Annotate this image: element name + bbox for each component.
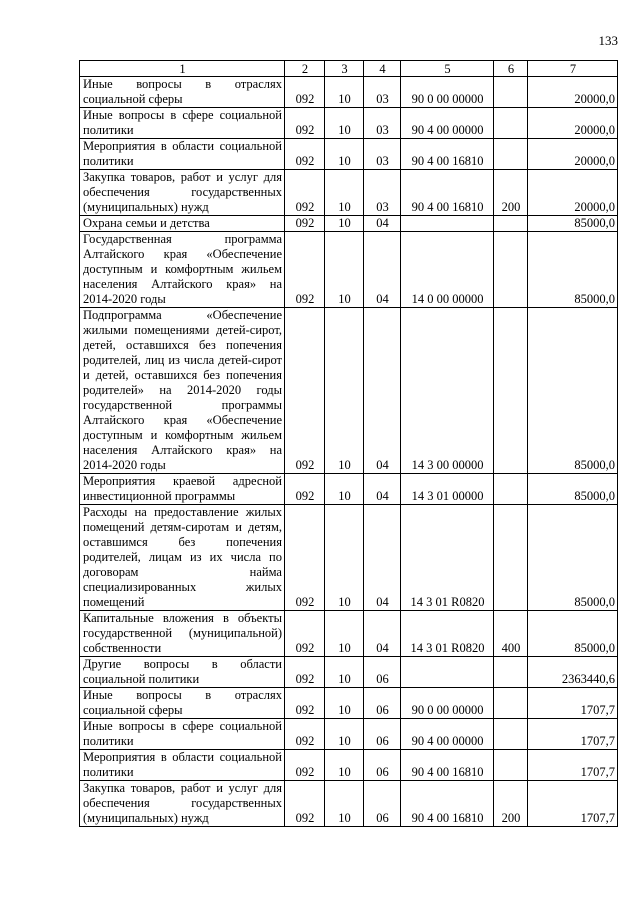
table-row [80, 139, 618, 170]
row-subsection: 06 [364, 781, 401, 827]
table-row [80, 170, 618, 216]
row-admin: 092 [285, 750, 325, 781]
row-target [401, 216, 494, 232]
col-header-admin: 2 [285, 61, 325, 77]
row-exp-type [494, 108, 528, 139]
row-admin: 092 [285, 688, 325, 719]
row-name: Иные вопросы в сфере социальной политики [80, 719, 285, 750]
row-name: Закупка товаров, работ и услуг для обеспечения государственных (муниципальных) нужд [80, 170, 285, 216]
row-admin: 092 [285, 308, 325, 474]
col-header-target: 5 [401, 61, 494, 77]
row-target: 14 3 00 00000 [401, 308, 494, 474]
row-subsection: 03 [364, 77, 401, 108]
row-amount: 20000,0 [528, 77, 618, 108]
row-section: 10 [325, 139, 364, 170]
row-target: 14 3 01 R0820 [401, 505, 494, 611]
row-admin: 092 [285, 170, 325, 216]
row-amount: 85000,0 [528, 216, 618, 232]
row-amount: 85000,0 [528, 611, 618, 657]
table-row [80, 781, 618, 827]
row-section: 10 [325, 611, 364, 657]
row-section: 10 [325, 781, 364, 827]
row-subsection: 06 [364, 750, 401, 781]
row-amount: 20000,0 [528, 170, 618, 216]
row-exp-type [494, 505, 528, 611]
table-row [80, 232, 618, 308]
table-row [80, 611, 618, 657]
row-subsection: 04 [364, 216, 401, 232]
row-target [401, 657, 494, 688]
row-amount: 85000,0 [528, 474, 618, 505]
row-target: 14 3 01 00000 [401, 474, 494, 505]
row-name: Мероприятия краевой адресной инвестиционной программы [80, 474, 285, 505]
row-exp-type: 400 [494, 611, 528, 657]
row-exp-type [494, 216, 528, 232]
table-row [80, 108, 618, 139]
row-section: 10 [325, 719, 364, 750]
row-exp-type [494, 308, 528, 474]
row-name: Иные вопросы в отраслях социальной сферы [80, 77, 285, 108]
row-subsection: 03 [364, 170, 401, 216]
row-admin: 092 [285, 719, 325, 750]
row-amount: 1707,7 [528, 781, 618, 827]
table-row [80, 719, 618, 750]
row-exp-type [494, 750, 528, 781]
row-amount: 1707,7 [528, 750, 618, 781]
row-target: 90 4 00 00000 [401, 108, 494, 139]
row-section: 10 [325, 308, 364, 474]
row-name: Мероприятия в области социальной политики [80, 139, 285, 170]
row-admin: 092 [285, 505, 325, 611]
row-subsection: 04 [364, 505, 401, 611]
row-name: Государственная программа Алтайского края «Обеспечение доступным и комфортным жильем населения Алтайского края» на 2014-2020 годы [80, 232, 285, 308]
row-exp-type: 200 [494, 170, 528, 216]
row-section: 10 [325, 688, 364, 719]
row-amount: 85000,0 [528, 232, 618, 308]
table-row [80, 750, 618, 781]
row-subsection: 04 [364, 474, 401, 505]
page-number: 133 [598, 33, 618, 48]
row-section: 10 [325, 657, 364, 688]
table-row [80, 474, 618, 505]
row-subsection: 06 [364, 688, 401, 719]
row-target: 14 0 00 00000 [401, 232, 494, 308]
row-name: Иные вопросы в сфере социальной политики [80, 108, 285, 139]
row-name: Другие вопросы в области социальной политики [80, 657, 285, 688]
row-target: 90 0 00 00000 [401, 77, 494, 108]
table-row [80, 77, 618, 108]
row-subsection: 06 [364, 719, 401, 750]
row-subsection: 06 [364, 657, 401, 688]
row-target: 90 4 00 16810 [401, 170, 494, 216]
header-row [80, 61, 618, 77]
row-subsection: 03 [364, 108, 401, 139]
row-admin: 092 [285, 216, 325, 232]
row-exp-type [494, 688, 528, 719]
table-row [80, 505, 618, 611]
row-subsection: 04 [364, 308, 401, 474]
row-exp-type [494, 474, 528, 505]
row-amount: 1707,7 [528, 688, 618, 719]
col-header-section: 3 [325, 61, 364, 77]
row-section: 10 [325, 232, 364, 308]
row-subsection: 04 [364, 611, 401, 657]
row-amount: 1707,7 [528, 719, 618, 750]
col-header-name: 1 [80, 61, 285, 77]
row-exp-type [494, 232, 528, 308]
row-amount: 85000,0 [528, 308, 618, 474]
row-admin: 092 [285, 611, 325, 657]
row-admin: 092 [285, 108, 325, 139]
row-target: 14 3 01 R0820 [401, 611, 494, 657]
row-name: Мероприятия в области социальной политики [80, 750, 285, 781]
row-exp-type [494, 657, 528, 688]
row-exp-type: 200 [494, 781, 528, 827]
row-target: 90 4 00 00000 [401, 719, 494, 750]
row-exp-type [494, 139, 528, 170]
row-section: 10 [325, 474, 364, 505]
row-amount: 85000,0 [528, 505, 618, 611]
table-row [80, 688, 618, 719]
row-name: Иные вопросы в отраслях социальной сферы [80, 688, 285, 719]
row-admin: 092 [285, 232, 325, 308]
row-section: 10 [325, 108, 364, 139]
row-admin: 092 [285, 77, 325, 108]
col-header-exp-type: 6 [494, 61, 528, 77]
row-subsection: 04 [364, 232, 401, 308]
row-name: Закупка товаров, работ и услуг для обеспечения государственных (муниципальных) нужд [80, 781, 285, 827]
table-row [80, 657, 618, 688]
row-subsection: 03 [364, 139, 401, 170]
row-exp-type [494, 719, 528, 750]
row-admin: 092 [285, 139, 325, 170]
row-target: 90 4 00 16810 [401, 750, 494, 781]
row-name: Капитальные вложения в объекты государственной (муниципальной) собственности [80, 611, 285, 657]
row-name: Расходы на предоставление жилых помещений детям-сиротам и детям, оставшимся без попечения родителей, лицам из их числа по договорам найма специализированных жилых помещений [80, 505, 285, 611]
row-target: 90 4 00 16810 [401, 139, 494, 170]
row-section: 10 [325, 750, 364, 781]
row-exp-type [494, 77, 528, 108]
row-admin: 092 [285, 657, 325, 688]
row-target: 90 4 00 16810 [401, 781, 494, 827]
row-section: 10 [325, 505, 364, 611]
row-section: 10 [325, 170, 364, 216]
row-admin: 092 [285, 781, 325, 827]
table-row [80, 308, 618, 474]
table-row [80, 216, 618, 232]
budget-table [79, 60, 618, 827]
col-header-amount: 7 [528, 61, 618, 77]
row-amount: 20000,0 [528, 108, 618, 139]
row-section: 10 [325, 77, 364, 108]
row-section: 10 [325, 216, 364, 232]
row-target: 90 0 00 00000 [401, 688, 494, 719]
row-amount: 20000,0 [528, 139, 618, 170]
row-admin: 092 [285, 474, 325, 505]
col-header-subsection: 4 [364, 61, 401, 77]
row-name: Охрана семьи и детства [80, 216, 285, 232]
row-name: Подпрограмма «Обеспечение жилыми помещениями детей-сирот, детей, оставшихся без попечения родителей, лиц из числа детей-сирот и детей, оставшихся без попечения родителей» на 2014-2020 годы государственной программы Алтайского края «Обеспечение доступным и комфортным жильем населения Алтайского края» на 2014-2020 годы [80, 308, 285, 474]
row-amount: 2363440,6 [528, 657, 618, 688]
